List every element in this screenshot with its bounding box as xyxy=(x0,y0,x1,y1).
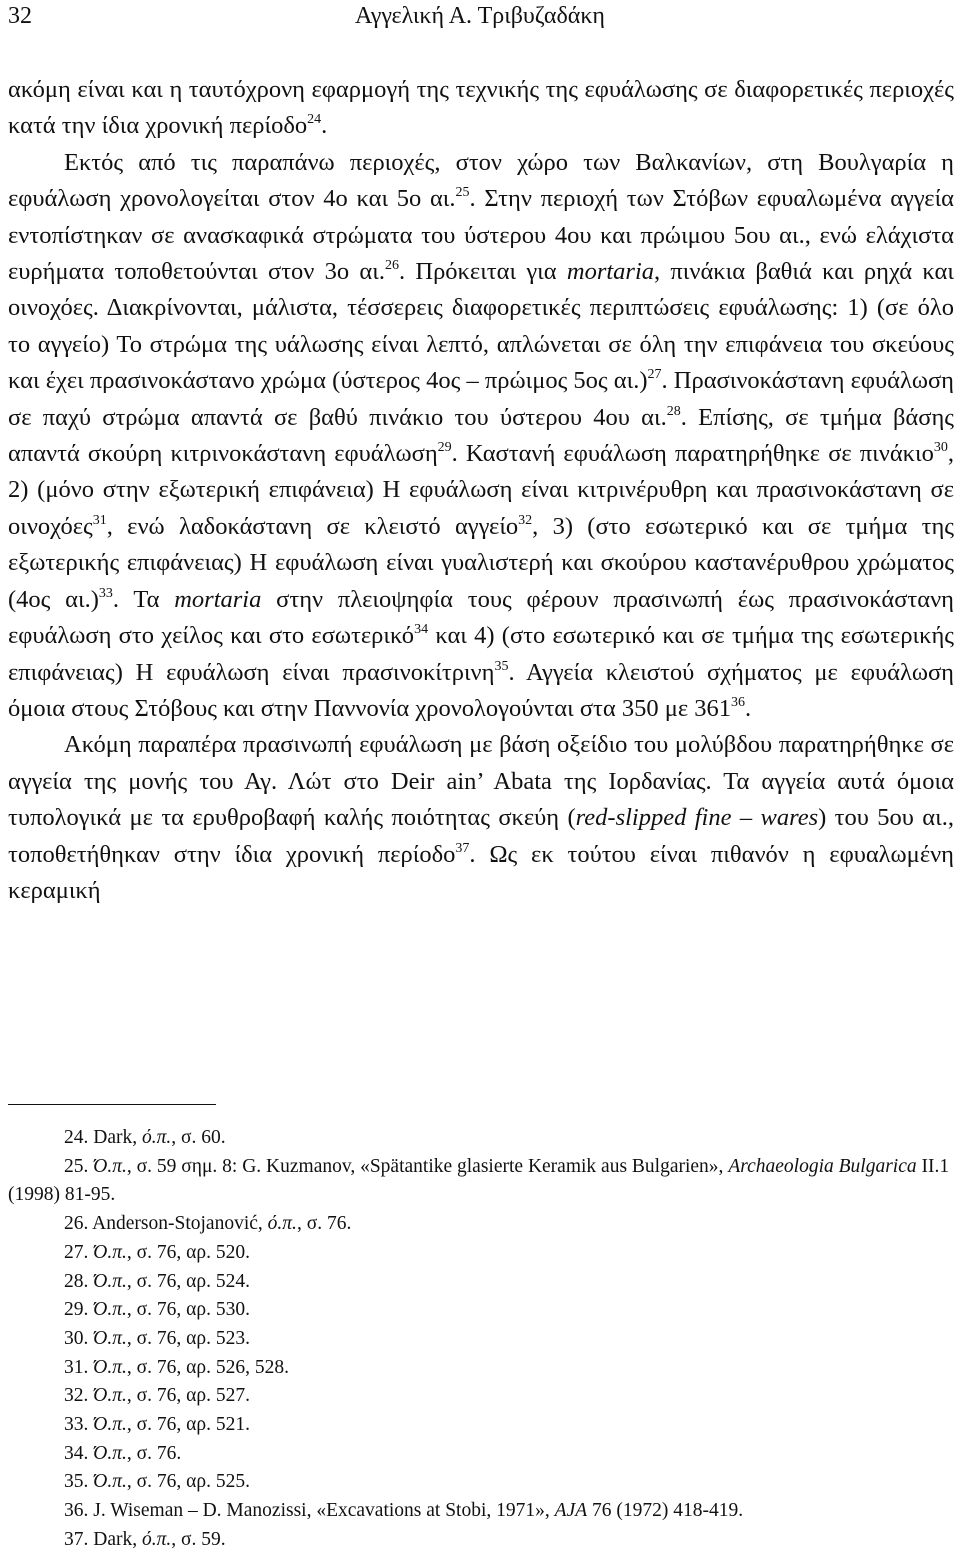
page-header xyxy=(8,3,952,37)
footnote: 33. Ό.π., σ. 76, αρ. 521. xyxy=(64,1414,250,1436)
text-run: . Επίσης, σε τμήμα βάσης απαντά σκούρη κιτρινοκάστανη εφυάλωση xyxy=(8,403,954,468)
text-run: . Τα xyxy=(112,585,175,613)
italic-term: red-slipped fine – wares xyxy=(575,804,819,832)
body-text xyxy=(8,72,954,909)
footnote-ref: 24 xyxy=(307,112,322,128)
text-run: . Ως εκ τούτου είναι πιθανόν η εφυαλωμένη κεραμική xyxy=(8,840,954,904)
text-run: . Καστανή εφυάλωση παρατηρήθηκε σε πινάκιο xyxy=(451,440,934,468)
footnote-ref: 33 xyxy=(98,585,113,601)
footnote: 26. Anderson-Stojanović, ό.π., σ. 76. xyxy=(64,1213,352,1235)
text-run: . Αγγεία κλειστού σχήματος με εφυάλωση όμοια στους Στόβους και στην Παννονία χρονολογούνται στα 350 με 361 xyxy=(8,658,954,722)
footnote-ref: 27 xyxy=(647,367,662,383)
italic-term: mortaria xyxy=(566,258,655,286)
footnote-ref: 34 xyxy=(414,622,429,638)
footnote: 32. Ό.π., σ. 76, αρ. 527. xyxy=(64,1385,250,1407)
text-run: , 2) (μόνο στην εξωτερική επιφάνεια) Η εφυάλωση είναι κιτρινέρυθρη και πρασινοκάστανη σε οινοχόες xyxy=(8,440,954,540)
footnote: 25. Ό.π., σ. 59 σημ. 8: G. Kuzmanov, «Spätantike glasierte Keramik aus Bulgarien», Archaeologia Bulgarica II.1 (1998) 81-95. xyxy=(8,1155,950,1206)
italic-term: mortaria xyxy=(174,585,262,613)
text-run: . xyxy=(321,112,328,140)
text-run: στην πλειοψηφία τους φέρουν πρασινωπή έως πρασινοκάστανη εφυάλωση στο χείλος και στο εσωτερικό xyxy=(8,585,954,650)
page-number: 32 xyxy=(8,3,32,29)
text-run: , πινάκια βαθιά και ρηχά και οινοχόες. Διακρίνονται, μάλιστα, τέσσερεις διαφορετικές περιπτώσεις εφυάλωσης: 1) (σε όλο το αγγείο) Το στρώμα της υάλωσης είναι λεπτό, απλώνεται σε όλη την επιφάνεια του σκεύους και έχει πρασινοκάστανο χρώμα (ύστερος 4ος – πρώιμος 5ος αι.) xyxy=(8,258,954,395)
text-run: , ενώ λαδοκάστανη σε κλειστό αγγείο xyxy=(106,512,519,540)
paragraph xyxy=(8,145,954,728)
footnote: 28. Ό.π., σ. 76, αρ. 524. xyxy=(64,1270,250,1292)
paragraph xyxy=(8,727,954,909)
footnote: 27. Ό.π., σ. 76, αρ. 520. xyxy=(64,1241,250,1263)
footnote: 34. Ό.π., σ. 76. xyxy=(64,1442,182,1464)
footnote-ref: 26 xyxy=(384,258,399,274)
footnote: 31. Ό.π., σ. 76, αρ. 526, 528. xyxy=(64,1356,289,1378)
text-run: Εκτός από τις παραπάνω περιοχές, στον χώρο των Βαλκανίων, στη Βουλγαρία η εφυάλωση χρονολογείται στον 4ο και 5ο αι. xyxy=(8,148,954,213)
footnote-ref: 30 xyxy=(933,440,948,456)
text-run: Ακόμη παραπέρα πρασινωπή εφυάλωση με βάση οξείδιο του μολύβδου παρατηρήθηκε σε αγγεία της μονής του Αγ. Λώτ στο Deir ain’ Abata της Ιορδανίας. Τα αγγεία αυτά όμοια τυπολογικά με τα ερυθροβαφή καλής ποιότητας σκεύη ( xyxy=(8,731,954,832)
footnote: 36. J. Wiseman – D. Manozissi, «Excavations at Stobi, 1971», AJA 76 (1972) 418-419. xyxy=(64,1500,744,1522)
footnote: 30. Ό.π., σ. 76, αρ. 523. xyxy=(64,1327,250,1349)
text-run: . xyxy=(745,694,752,722)
text-run: και 4) (στο εσωτερικό και σε τμήμα της εσωτερικής επιφάνειας) Η εφυάλωση είναι πρασινοκίτρινη xyxy=(8,622,954,686)
footnote-ref: 37 xyxy=(455,840,470,856)
text-run: . Πρασινοκάστανη εφυάλωση σε παχύ στρώμα απαντά σε βαθύ πινάκιο του ύστερου 4ου αι. xyxy=(8,367,954,431)
footnote-ref: 28 xyxy=(666,403,681,419)
footnote: 37. Dark, ό.π., σ. 59. xyxy=(64,1528,226,1550)
text-run: . Πρόκειται για xyxy=(398,258,567,286)
footnote-separator xyxy=(8,1104,216,1105)
footnote-ref: 32 xyxy=(518,512,533,528)
footnote-ref: 36 xyxy=(731,694,746,710)
footnotes xyxy=(8,1124,954,1555)
text-run: ακόμη είναι και η ταυτόχρονη εφαρμογή της τεχνικής της εφυάλωσης σε διαφορετικές περιοχές κατά την ίδια χρονική περίοδο xyxy=(8,76,954,140)
footnote-ref: 35 xyxy=(494,658,509,674)
running-title: Αγγελική Α. Τριβυζαδάκη xyxy=(355,3,605,29)
footnote-ref: 25 xyxy=(455,185,470,201)
text-run: ) του 5ου αι., τοποθετήθηκαν στην ίδια χρονική περίοδο xyxy=(8,804,954,868)
paragraph xyxy=(8,72,954,145)
text-run: . Στην περιοχή των Στόβων εφυαλωμένα αγγεία εντοπίστηκαν σε ανασκαφικά στρώματα του ύστερου 4ου και πρώιμου 5ου αι., ενώ ελάχιστα ευρήματα τοποθετούνται στον 3ο αι. xyxy=(8,185,954,286)
footnote: 29. Ό.π., σ. 76, αρ. 530. xyxy=(64,1299,250,1321)
text-run: , 3) (στο εσωτερικό και σε τμήμα της εξωτερικής επιφάνειας) Η εφυάλωση είναι γυαλιστερή και σκούρου καστανέρυθρου χρώματος (4ος αι.) xyxy=(8,512,954,613)
footnote-ref: 31 xyxy=(92,512,107,528)
footnote: 24. Dark, ό.π., σ. 60. xyxy=(64,1127,226,1148)
footnote: 35. Ό.π., σ. 76, αρ. 525. xyxy=(64,1471,250,1493)
footnote-ref: 29 xyxy=(437,440,452,456)
